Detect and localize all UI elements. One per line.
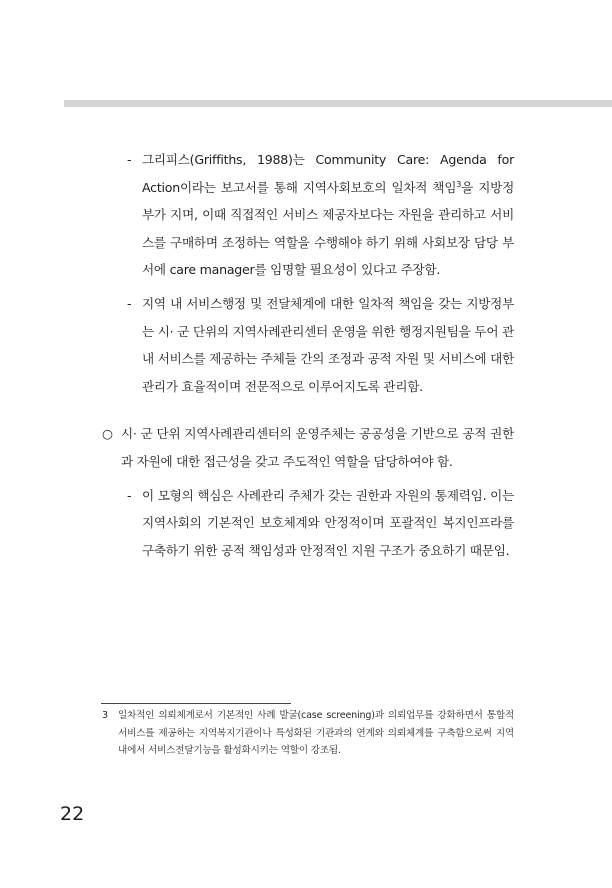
circle-bullet-icon: ○ xyxy=(102,426,113,442)
header-rule xyxy=(64,100,612,107)
dash-marker: - xyxy=(127,487,132,503)
footnote xyxy=(101,707,514,760)
page-number: 22 xyxy=(60,803,85,825)
footnote-number: 3 xyxy=(102,710,108,721)
circle-item-operating-body xyxy=(100,420,514,475)
dash-marker: - xyxy=(127,295,132,311)
item-text: 지역 내 서비스행정 및 전달체계에 대한 일차적 책임을 갖는 지방정부는 시· 군 단위의 지역사례관리센터 운영을 위한 행정지원팀을 두어 관내 서비스를 제공하는 주체들 간의 조정과 공적 자원 및 서비스에 대한 관리가 효율적이며 전문적으로 이루어지도록 관리함. xyxy=(142,295,514,394)
dash-item-model-core xyxy=(100,482,514,565)
dash-item-local-government xyxy=(100,290,514,400)
item-text: 그리피스(Griffiths, 1988)는 Community Care: Agenda for Action이라는 보고서를 통해 지역사회보호의 일차적 책임 xyxy=(142,152,514,195)
body-text xyxy=(100,146,514,570)
dash-marker: - xyxy=(127,152,132,167)
footnote-divider xyxy=(101,703,291,704)
item-text: 시· 군 단위 지역사례관리센터의 운영주체는 공공성을 기반으로 공적 권한과 자원에 대한 접근성을 갖고 주도적인 역할을 담당하여야 함. xyxy=(121,426,514,469)
footnote-reference[interactable]: 3 xyxy=(456,179,462,189)
footnote-text: 일차적인 의뢰체계로서 기본적인 사례 발굴(case screening)과 의뢰업무를 강화하면서 통합적 서비스를 제공하는 지역복지기관이나 특성화된 기관과의 연계와 의뢰체계를 구축함으로써 지역 내에서 서비스전달기능을 활성화시키는 역할이 강조됨. xyxy=(118,710,514,757)
item-text-continued: 을 지방정부가 지며, 이때 직접적인 서비스 제공자보다는 자원을 관리하고 서비스를 구매하며 조정하는 역할을 수행해야 하기 위해 사회보장 담당 부서에 care manager를 임명할 필요성이 있다고 주장함. xyxy=(142,179,514,278)
dash-item-griffiths xyxy=(100,146,514,284)
item-text: 이 모형의 핵심은 사례관리 주체가 갖는 권한과 자원의 통제력임. 이는 지역사회의 기본적인 보호체계와 안정적이며 포괄적인 복지인프라를 구축하기 위한 공적 책임성과 안정적인 지원 구조가 중요하기 때문임. xyxy=(142,487,514,558)
